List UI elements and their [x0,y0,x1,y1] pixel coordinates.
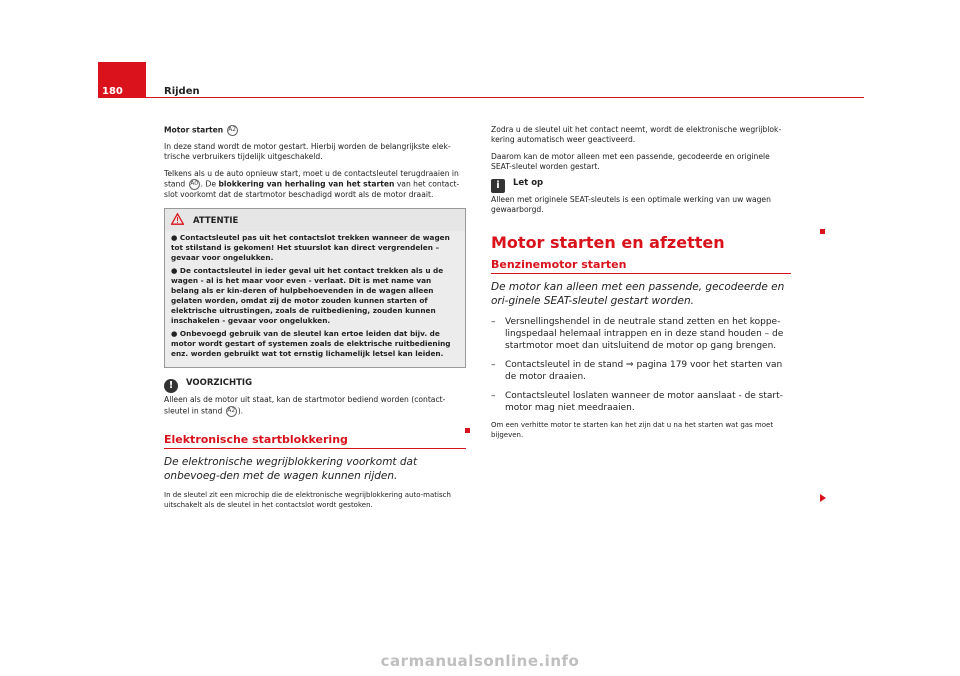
footnote: Om een verhitte motor te starten kan het zijn dat u na het starten wat gas moet bijgeven. [491,421,774,439]
section-intro: De elektronische wegrijblokkering voorkomt dat onbevoeg-den met de wagen kunnen rijden. [164,456,418,483]
section-end-marker [820,229,825,234]
warning-header: ATTENTIE [165,209,465,231]
step-item: – Contactsleutel in de stand ⇒ pagina 179 voor het starten van de motor draaien. [491,359,791,383]
section-title: Benzinemotor starten [491,260,791,274]
paragraph: In de sleutel zit een microchip die de elektronische wegrijblokkering auto-matisch uitschakelt als de sleutel in het contactslot wordt gestoken. [164,491,451,509]
warning-body [165,231,465,367]
warning-box [164,208,466,368]
info-icon: i [491,179,505,193]
paragraph: In deze stand wordt de motor gestart. Hierbij worden de belangrijkste elek-trische verbruikers tijdelijk uitgeschakeld. [164,142,451,162]
note-heading: i Let op [491,178,791,193]
position-badge: A0 [189,179,200,190]
step-item: – Contactsleutel loslaten wanneer de motor aanslaat - de start-motor mag niet meedraaien. [491,390,791,414]
position-badge: A2 [226,406,237,417]
left-column [164,125,466,516]
continue-arrow-icon [820,494,826,502]
warning-triangle-icon [171,213,184,228]
section-end-marker [465,428,470,433]
paragraph: Daarom kan de motor alleen met een passende, gecodeerde en originele SEAT-sleutel worden gestart. [491,151,770,171]
motor-starten-heading: Motor starten A2 [164,125,237,135]
chapter-header: Rijden [164,86,200,97]
section-title: Elektronische startblokkering [164,435,466,449]
exclamation-icon: ! [164,379,178,393]
warning-item: ● Contactsleutel pas uit het contactslot trekken wanneer de wagen tot stilstand is gekomen! Het stuurslot kan direct vergrendelen – gevaar voor ongelukken. [171,233,450,263]
right-column [491,125,791,446]
note-text: Alleen met originele SEAT-sleutels is een optimale werking van uw wagen gewaarborgd. [491,195,771,215]
watermark: carmanualsonline.info [380,652,580,670]
caution-heading: ! VOORZICHTIG [164,378,466,393]
step-item: – Versnellingshendel in de neutrale stand zetten en het koppe-lingspedaal helemaal intrappen en in deze stand houden – de startmotor moet dan uitsluitend de motor op gang brengen. [491,316,791,352]
header-rule [146,97,864,98]
paragraph: Zodra u de sleutel uit het contact neemt, wordt de elektronische wegrijblok-kering automatisch weer geactiveerd. [491,125,782,145]
warning-item: ● Onbevoegd gebruik van de sleutel kan ertoe leiden dat bijv. de motor wordt gestart of systemen zoals de elektrische ruitbediening enz. worden gebruikt wat tot ernstig lichamelijk letsel kan leiden. [171,329,451,359]
position-badge: A2 [227,125,238,136]
section-intro: De motor kan alleen met een passende, gecodeerde en ori-ginele SEAT-sleutel gestart worden. [491,281,785,308]
page-number: 180 [102,86,123,97]
paragraph: Telkens als u de auto opnieuw start, moet u de contactsleutel terugdraaien in stand A0 . De blokkering van herhaling van het starten van het contact-slot voorkomt dat de startmotor beschadigd wordt als de motor draait. [164,168,460,199]
chapter-title: Motor starten en afzetten [491,232,725,252]
caution-text: Alleen als de motor uit staat, kan de startmotor bediend worden (contact-sleutel in stand A2 ). [164,395,446,416]
warning-item: ● De contactsleutel in ieder geval uit het contact trekken als u de wagen - al is het maar voor even - verlaat. Dit is met name van belang als er kin-deren of hulpbehoevenden in de wagen alleen gelaten worden, omdat zij de motor zouden kunnen starten of elektrische uitrustingen, zoals de ruitbediening, zouden kunnen inschakelen - gevaar voor ongelukken. [171,266,444,326]
